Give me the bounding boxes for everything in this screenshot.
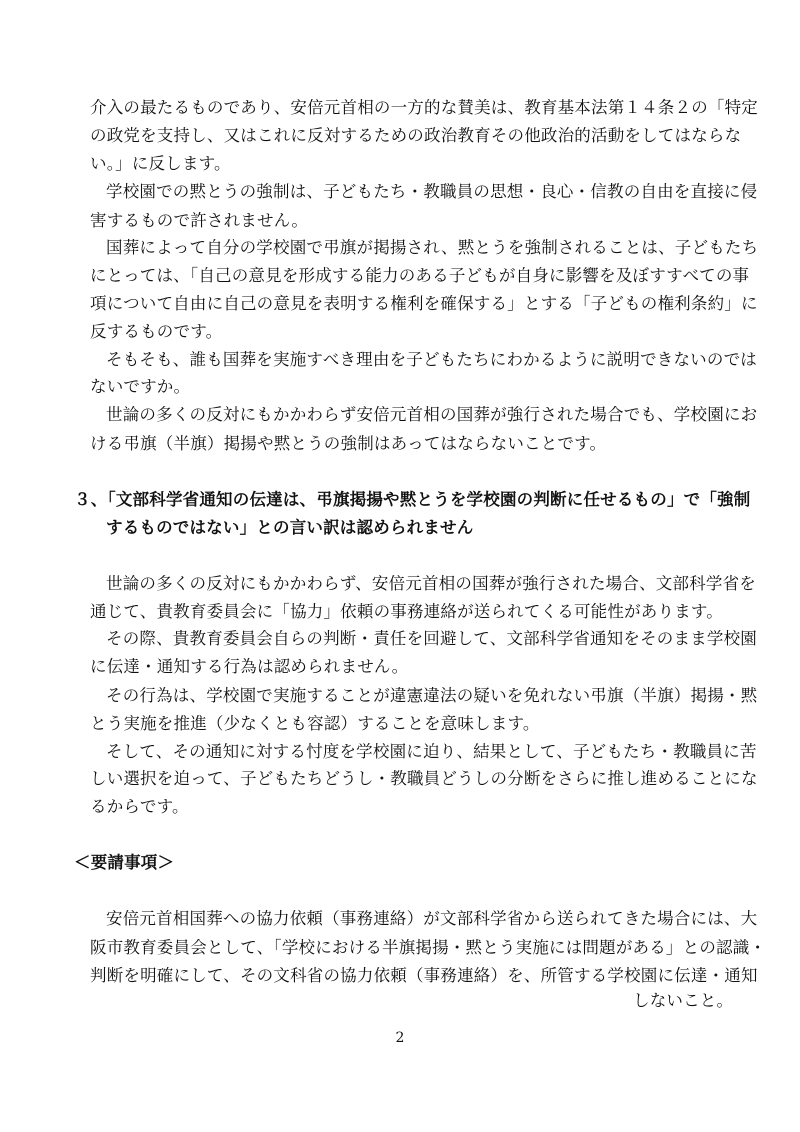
paragraph-line: 介入の最たるものであり、安倍元首相の一方的な賛美は、教育基本法第１４条２の「特定 [90, 98, 758, 117]
paragraph-line: い。」に反します。 [90, 154, 231, 173]
section-heading: ３、「文部科学省通知の伝達は、弔旗掲揚や黙とうを学校園の判断に任せるもの」で「強制 [74, 490, 751, 509]
paragraph-line: その行為は、学校園で実施することが違憲違法の疑いを免れない弔旗（半旗）掲揚・黙 [106, 686, 758, 705]
requests-heading: ＜要請事項＞ [74, 853, 175, 872]
paragraph-line: その際、貴教育委員会自らの判断・責任を回避して、文部科学省通知をそのまま学校園 [106, 629, 757, 648]
paragraph-line: 通じて、貴教育委員会に「協力」依頼の事務連絡が送られてくる可能性があります。 [90, 602, 723, 621]
paragraph-line: しい選択を迫って、子どもたちどうし・教職員どうしの分断をさらに推し進めることにな [90, 769, 758, 788]
paragraph-line: とう実施を推進（少なくとも容認）することを意味します。 [90, 714, 540, 733]
paragraph-line: ける弔旗（半旗）掲揚や黙とうの強制はあってはならないことです。 [90, 434, 607, 453]
paragraph-line: にとっては、「自己の意見を形成する能力のある子どもが自身に影響を及ぼすすべての事 [90, 266, 750, 285]
paragraph-line: の政党を支持し、又はこれに反対するための政治教育その他政治的活動をしてはならな [90, 126, 742, 145]
paragraph-line: るからです。 [90, 797, 189, 816]
paragraph-line: 世論の多くの反対にもかかわらず安倍元首相の国葬が強行された場合でも、学校園にお [106, 405, 758, 424]
paragraph-line: ないですか。 [90, 377, 191, 396]
paragraph-line: 国葬によって自分の学校園で弔旗が掲揚され、黙とうを強制されることは、子どもたち [106, 238, 759, 257]
paragraph-line: 阪市教育委員会として、「学校における半旗掲揚・黙とう実施には問題がある」との認識・ [90, 938, 767, 957]
paragraph-line: 世論の多くの反対にもかかわらず、安倍元首相の国葬が強行された場合、文部科学省を [106, 574, 756, 593]
paragraph-line: 害するもので許されません。 [90, 211, 309, 230]
paragraph-line: に伝達・通知する行為は認められません。 [90, 657, 409, 676]
paragraph-line: そして、その通知に対する忖度を学校園に迫り、結果として、子どもたち・教職員に苦 [106, 742, 757, 761]
paragraph-line: 安倍元首相国葬への協力依頼（事務連絡）が文部科学省から送られてきた場合には、大 [106, 909, 758, 928]
page-number: 2 [395, 1030, 405, 1046]
paragraph-line: 判断を明確にして、その文科省の協力依頼（事務連絡）を、所管する学校園に伝達・通知 [90, 966, 758, 985]
paragraph-line: 反するものです。 [90, 322, 223, 341]
paragraph-line: 学校園での黙とうの強制は、子どもたち・教職員の思想・良心・信教の自由を直接に侵 [106, 182, 758, 201]
paragraph-line: 項について自由に自己の意見を表明する権利を確保する」とする「子どもの権利条約」に [90, 294, 758, 313]
paragraph-line: そもそも、誰も国葬を実施すべき理由を子どもたちにわかるように説明できないのでは [106, 350, 757, 369]
closing-line: しないこと。 [633, 991, 734, 1010]
section-heading: するものではない」との言い訳は認められません [106, 518, 474, 537]
